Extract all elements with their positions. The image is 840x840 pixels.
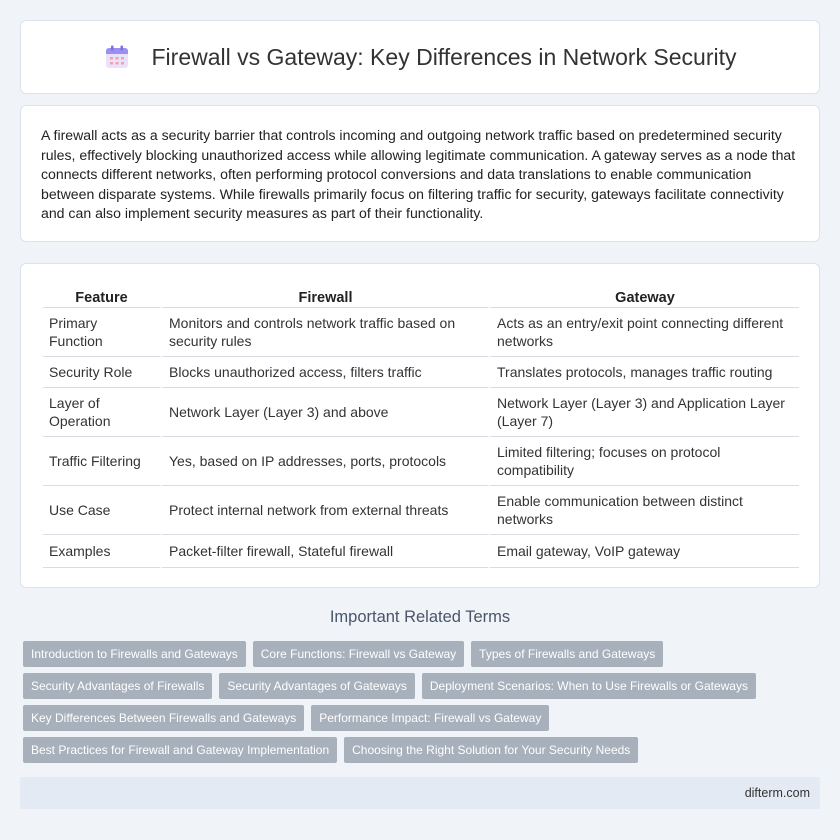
table-row	[43, 437, 799, 486]
related-tag[interactable]: Security Advantages of Firewalls	[23, 673, 212, 699]
related-tag[interactable]: Security Advantages of Gateways	[219, 673, 414, 699]
gateway-cell: Limited filtering; focuses on protocol compatibility	[488, 437, 799, 486]
related-tag[interactable]: Introduction to Firewalls and Gateways	[23, 641, 246, 667]
firewall-cell: Network Layer (Layer 3) and above	[160, 388, 488, 437]
footer-site-link[interactable]: difterm.com	[744, 786, 810, 800]
table-header-row	[43, 284, 799, 308]
table-row	[43, 535, 799, 568]
header-firewall: Firewall	[160, 284, 488, 308]
gateway-cell: Network Layer (Layer 3) and Application Layer (Layer 7)	[488, 388, 799, 437]
feature-cell: Traffic Filtering	[43, 437, 160, 486]
firewall-cell: Blocks unauthorized access, filters traffic	[160, 357, 488, 388]
related-tags	[23, 641, 823, 769]
gateway-cell: Enable communication between distinct networks	[488, 486, 799, 535]
related-tag[interactable]: Best Practices for Firewall and Gateway Implementation	[23, 737, 337, 763]
gateway-cell: Acts as an entry/exit point connecting different networks	[488, 308, 799, 357]
comparison-table-card	[20, 263, 820, 588]
intro-card	[20, 105, 820, 242]
related-tag[interactable]: Types of Firewalls and Gateways	[471, 641, 663, 667]
firewall-cell: Monitors and controls network traffic based on security rules	[160, 308, 488, 357]
feature-cell: Primary Function	[43, 308, 160, 357]
feature-cell: Use Case	[43, 486, 160, 535]
feature-cell: Layer of Operation	[43, 388, 160, 437]
intro-paragraph: A firewall acts as a security barrier that controls incoming and outgoing network traffic based on predetermined security rules, effectively blocking unauthorized access while allowing legitimate communication. A gateway serves as a node that connects different networks, often performing protocol conversions and data translations to enable communication between disparate systems. While firewalls primarily focus on filtering traffic for security, gateways facilitate connectivity and can also implement security measures as part of their functionality.	[41, 127, 796, 222]
related-tag[interactable]: Deployment Scenarios: When to Use Firewalls or Gateways	[422, 673, 756, 699]
firewall-cell: Protect internal network from external threats	[160, 486, 488, 535]
calendar-icon	[104, 44, 130, 70]
header-feature: Feature	[43, 284, 160, 308]
gateway-cell: Email gateway, VoIP gateway	[488, 535, 799, 568]
table-row	[43, 388, 799, 437]
feature-cell: Security Role	[43, 357, 160, 388]
table-row	[43, 357, 799, 388]
related-terms-section	[0, 608, 840, 627]
comparison-table	[43, 284, 799, 568]
title-card	[20, 20, 820, 94]
footer	[20, 777, 820, 809]
related-tag[interactable]: Core Functions: Firewall vs Gateway	[253, 641, 464, 667]
table-row	[43, 308, 799, 357]
table-row	[43, 486, 799, 535]
related-tag[interactable]: Key Differences Between Firewalls and Gateways	[23, 705, 304, 731]
related-tag[interactable]: Choosing the Right Solution for Your Security Needs	[344, 737, 638, 763]
page-title: Firewall vs Gateway: Key Differences in Network Security	[151, 43, 737, 70]
header-gateway: Gateway	[488, 284, 799, 308]
firewall-cell: Yes, based on IP addresses, ports, protocols	[160, 437, 488, 486]
related-tag[interactable]: Performance Impact: Firewall vs Gateway	[311, 705, 549, 731]
feature-cell: Examples	[43, 535, 160, 568]
firewall-cell: Packet-filter firewall, Stateful firewall	[160, 535, 488, 568]
related-terms-title: Important Related Terms	[329, 608, 511, 626]
gateway-cell: Translates protocols, manages traffic routing	[488, 357, 799, 388]
